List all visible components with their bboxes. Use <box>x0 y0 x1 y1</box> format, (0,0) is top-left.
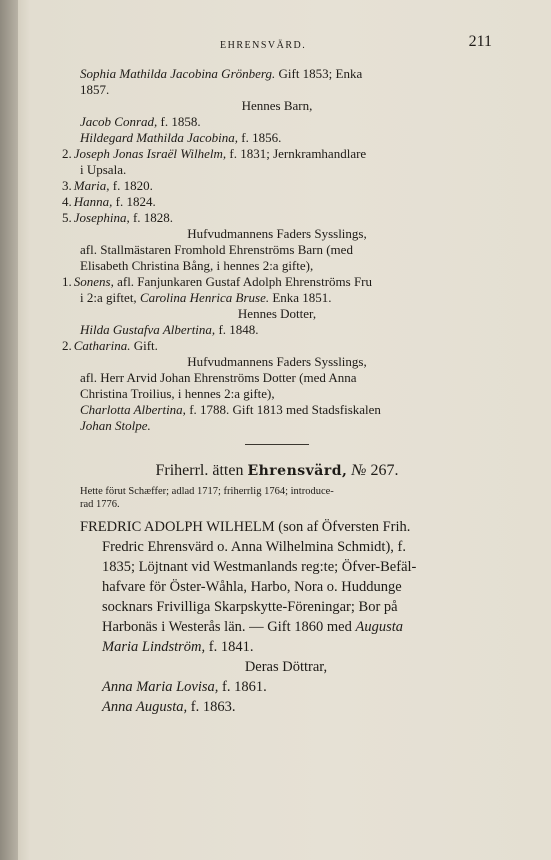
person-name: Sonens, <box>73 274 114 289</box>
family-name: Ehrensvärd, <box>247 463 348 479</box>
entry-line <box>62 98 492 114</box>
subheading: Hennes Dotter, <box>237 306 317 321</box>
entry-number: 1. <box>62 274 72 289</box>
entry-line <box>80 242 492 258</box>
family-block-3 <box>62 354 492 434</box>
daughter-name: Anna Maria Lovisa, <box>102 679 219 695</box>
section-heading <box>62 463 492 479</box>
entry-line <box>80 162 492 178</box>
person-name: Maria, <box>73 178 110 193</box>
person-name: Charlotta Albertina, <box>80 402 186 417</box>
daughters-heading: Deras Döttrar, <box>244 659 328 675</box>
person-name: Johan Stolpe. <box>80 418 151 433</box>
entry-text: Enka 1851. <box>269 290 332 305</box>
entry-number: 4. <box>62 194 72 209</box>
person-name: Hilda Gustafva Albertina, <box>80 322 216 337</box>
entry-number: 2. <box>62 338 72 353</box>
entry-line <box>80 130 492 146</box>
subheading: Hennes Barn, <box>241 98 313 113</box>
subheading: Hufvudmannens Faders Sysslings, <box>187 226 367 241</box>
entry-line <box>80 322 492 338</box>
page-number: 211 <box>468 33 492 50</box>
person-name: Catharina. <box>73 338 131 353</box>
main-line <box>102 637 492 657</box>
entry-line <box>80 290 492 306</box>
entry-text: f. 1858. <box>157 114 201 129</box>
entry-line <box>62 178 492 194</box>
entry-text: f. 1848. <box>215 322 259 337</box>
person-name: Sophia Mathilda Jacobina Grönberg. <box>80 66 276 81</box>
main-line-text: Harbonäs i Westerås län. — Gift 1860 med <box>102 619 352 635</box>
person-name: Jacob Conrad, <box>80 114 158 129</box>
entry-text: afl. Fanjunkaren Gustaf Adolph Ehrenströms Fru <box>113 274 372 289</box>
main-line: socknars Frivilliga Skarpskytte-Föreningar; Bor på <box>102 599 398 615</box>
main-line: Fredric Ehrensvärd o. Anna Wilhelmina Schmidt), f. <box>102 539 406 555</box>
entry-line <box>80 82 492 98</box>
daughter-birth: f. 1861. <box>218 679 267 695</box>
entry-text: afl. Herr Arvid Johan Ehrenströms Dotter (med Anna <box>80 370 357 385</box>
intro-line: rad 1776. <box>80 499 120 510</box>
entry-text: i Upsala. <box>80 162 127 177</box>
running-title: EHRENSVÄRD. <box>220 40 307 51</box>
entry-number: 2. <box>62 146 72 161</box>
entry-text: f. 1824. <box>112 194 156 209</box>
main-line <box>102 617 492 637</box>
person-name: Carolina Henrica Bruse. <box>139 290 270 305</box>
entry-text: f. 1788. Gift 1813 med Stadsfiskalen <box>185 402 381 417</box>
entry-line <box>80 386 492 402</box>
section-number: 267. <box>370 462 399 479</box>
entry-line <box>80 402 492 418</box>
intro-line: Hette förut Schæffer; adlad 1717; friherrlig 1764; introduce- <box>80 486 334 497</box>
entry-line <box>80 370 492 386</box>
entry-text: f. 1820. <box>109 178 153 193</box>
entry-text: Elisabeth Christina Bång, i hennes 2:a gifte), <box>80 258 314 273</box>
entry-text: Gift 1853; Enka <box>275 66 363 81</box>
entry-line <box>80 114 492 130</box>
person-name: Hildegard Mathilda Jacobina, <box>80 130 239 145</box>
entry-text: f. 1828. <box>129 210 174 225</box>
subheading: Hufvudmannens Faders Sysslings, <box>187 354 367 369</box>
person-name: Hanna, <box>73 194 113 209</box>
intro-note <box>80 485 492 511</box>
daughter-entry <box>102 697 492 717</box>
number-sign: № <box>351 462 367 479</box>
entry-number: 3. <box>62 178 72 193</box>
entry-line <box>62 194 492 210</box>
spouse-name-part: Augusta <box>355 619 403 635</box>
daughter-entry <box>102 677 492 697</box>
running-header <box>62 34 492 56</box>
daughter-birth: f. 1863. <box>187 699 236 715</box>
spouse-birth: f. 1841. <box>205 639 254 655</box>
entry-text: i 2:a giftet, <box>80 290 140 305</box>
entry-line <box>62 274 492 290</box>
person-name: Joseph Jonas Israël Wilhelm, <box>73 146 227 161</box>
entry-text: f. 1856. <box>238 130 282 145</box>
page-content <box>62 34 492 717</box>
binding-gutter <box>0 0 18 860</box>
entry-line <box>62 146 492 162</box>
section-prefix: Friherrl. ätten <box>155 462 244 479</box>
entry-line <box>62 306 492 322</box>
entry-line <box>62 226 492 242</box>
entry-text: Gift. <box>130 338 158 353</box>
entry-text: 1857. <box>80 82 110 97</box>
spouse-name-part: Maria Lindström, <box>102 639 206 655</box>
main-line: hafvare för Öster-Wåhla, Harbo, Nora o. Huddunge <box>102 579 402 595</box>
entry-line <box>62 338 492 354</box>
main-entry <box>80 517 492 717</box>
entry-number: 5. <box>62 210 72 225</box>
main-line: 1835; Löjtnant vid Westmanlands reg:te; Öfver-Befäl- <box>102 559 417 575</box>
entry-line <box>62 354 492 370</box>
section-divider <box>245 444 309 445</box>
entry-line <box>80 418 492 434</box>
entry-line <box>80 66 492 82</box>
entry-line <box>80 258 492 274</box>
entry-text: Christina Troilius, i hennes 2:a gifte), <box>80 386 275 401</box>
daughter-name: Anna Augusta, <box>102 699 188 715</box>
person-name: Josephina, <box>73 210 130 225</box>
entry-line <box>62 210 492 226</box>
main-line: FREDRIC ADOLPH WILHELM (son af Öfversten Frih. <box>80 519 411 535</box>
family-block-1 <box>62 66 492 226</box>
entry-text: f. 1831; Jernkramhandlare <box>226 146 367 161</box>
family-block-2 <box>62 226 492 354</box>
entry-text: afl. Stallmästaren Fromhold Ehrenströms Barn (med <box>80 242 353 257</box>
